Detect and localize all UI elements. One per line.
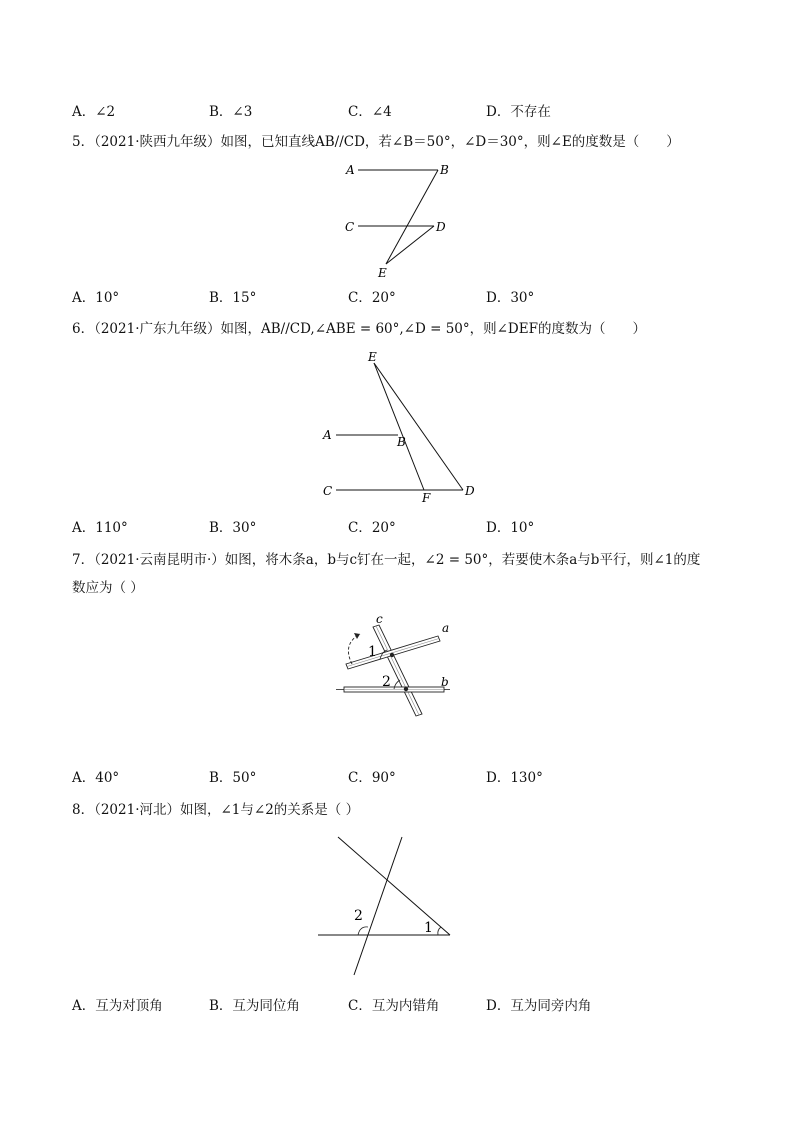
q8-option-a: A．互为对顶角 — [72, 998, 163, 1014]
q6-label-a: A — [323, 428, 332, 442]
q4-option-a: A．∠2 — [72, 104, 116, 120]
q5-label-c: C — [345, 220, 355, 234]
q7-stem-line2: 数应为（ ） — [72, 580, 144, 596]
q6-option-c: C．20° — [348, 520, 396, 536]
q5-label-b: B — [440, 163, 449, 177]
q7-option-d: D．130° — [486, 770, 543, 786]
q6-option-a: A．110° — [72, 520, 128, 536]
q5-label-e: E — [378, 266, 387, 280]
q4-option-b: B．∠3 — [209, 104, 253, 120]
q7-label-angle2: 2 — [382, 674, 391, 690]
q7-option-a: A．40° — [72, 770, 120, 786]
q7-label-b: b — [441, 675, 449, 689]
q6-label-d: D — [465, 484, 475, 498]
q8-label-angle2: 2 — [354, 908, 363, 924]
q8-label-angle1: 1 — [424, 920, 433, 936]
q8-stem: 8．（2021·河北）如图，∠1与∠2的关系是（ ） — [72, 802, 360, 818]
q7-stem-line1: 7．（2021·云南昆明市·）如图，将木条a，b与c钉在一起，∠2 = 50°，若要使木条a与b平行，则∠1的度 — [72, 552, 701, 568]
q6-figure — [318, 350, 488, 510]
q6-label-e: E — [368, 350, 377, 364]
q8-option-c: C．互为内错角 — [348, 998, 440, 1014]
q7-label-angle1: 1 — [368, 644, 377, 660]
q5-option-d: D．30° — [486, 290, 535, 306]
q4-option-d: D．不存在 — [486, 104, 551, 120]
q5-stem: 5．（2021·陕西九年级）如图，已知直线AB//CD，若∠B＝50°，∠D＝30°，则∠E的度数是（ ） — [72, 134, 680, 150]
q8-option-d: D．互为同旁内角 — [486, 998, 592, 1014]
q6-label-f: F — [422, 491, 431, 505]
q8-figure — [310, 835, 460, 985]
q7-option-b: B．50° — [209, 770, 257, 786]
q6-label-b: B — [397, 435, 406, 449]
q6-option-b: B．30° — [209, 520, 257, 536]
q5-label-d: D — [436, 220, 446, 234]
q8-option-b: B．互为同位角 — [209, 998, 300, 1014]
q5-option-b: B．15° — [209, 290, 257, 306]
q7-label-a: a — [442, 621, 450, 635]
q7-figure — [330, 612, 460, 722]
q4-option-c: C．∠4 — [348, 104, 392, 120]
q6-label-c: C — [323, 484, 333, 498]
q7-option-c: C．90° — [348, 770, 396, 786]
q5-option-a: A．10° — [72, 290, 120, 306]
q6-option-d: D．10° — [486, 520, 535, 536]
q5-figure — [330, 160, 470, 285]
q7-label-c: c — [376, 612, 383, 626]
q6-stem: 6．（2021·广东九年级）如图，AB//CD,∠ABE = 60°,∠D = 50°，则∠DEF的度数为（ ） — [72, 321, 646, 337]
q5-option-c: C．20° — [348, 290, 396, 306]
q5-label-a: A — [346, 163, 355, 177]
